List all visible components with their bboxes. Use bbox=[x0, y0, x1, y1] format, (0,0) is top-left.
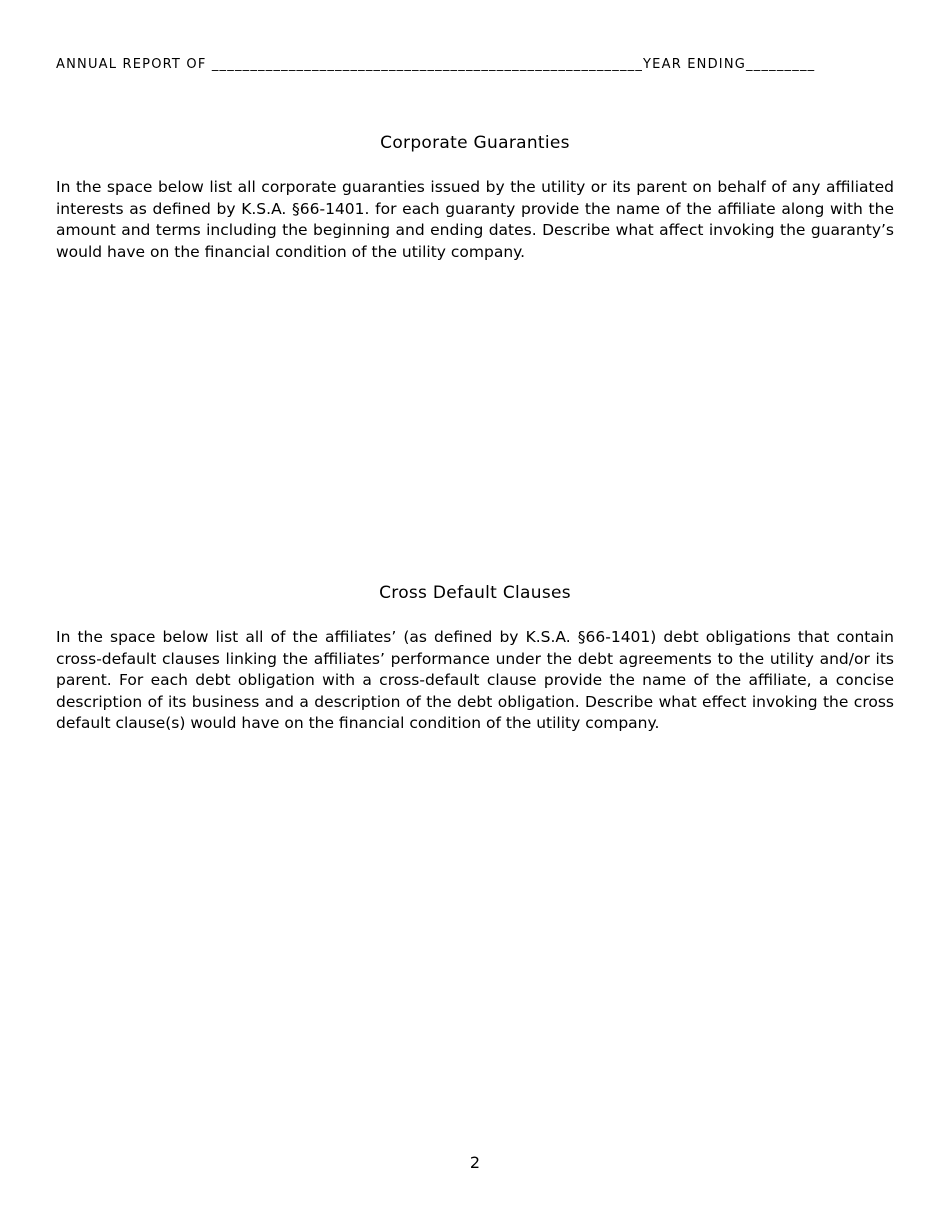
cross-default-clauses-instructions: In the space below list all of the affiliates’ (as defined by K.S.A. §66-1401) debt obligations that contain cross-default clauses linking the affiliates’ performance under the debt agreements to the utility and/or its parent. For each debt obligation with a cross-default clause provide the name of the affiliate, a concise description of its business and a description of the debt obligation. Describe what effect invoking the cross default clause(s) would have on the financial condition of the utility company. bbox=[56, 628, 894, 732]
corporate-guaranties-title: Corporate Guaranties bbox=[380, 133, 570, 153]
page-number: 2 bbox=[469, 1153, 481, 1172]
cross-default-clauses-title: Cross Default Clauses bbox=[379, 583, 571, 603]
corporate-guaranties-instructions: In the space below list all corporate guaranties issued by the utility or its parent on behalf of any affiliated interests as defined by K.S.A. §66-1401. for each guaranty provide the name of the affiliate along with the amount and terms including the beginning and ending dates. Describe what affect invoking the guaranty’s would have on the financial condition of the utility company. bbox=[56, 178, 894, 261]
report-header: ANNUAL REPORT OF ________________________________________________________YEAR ENDING_________ bbox=[56, 57, 816, 72]
